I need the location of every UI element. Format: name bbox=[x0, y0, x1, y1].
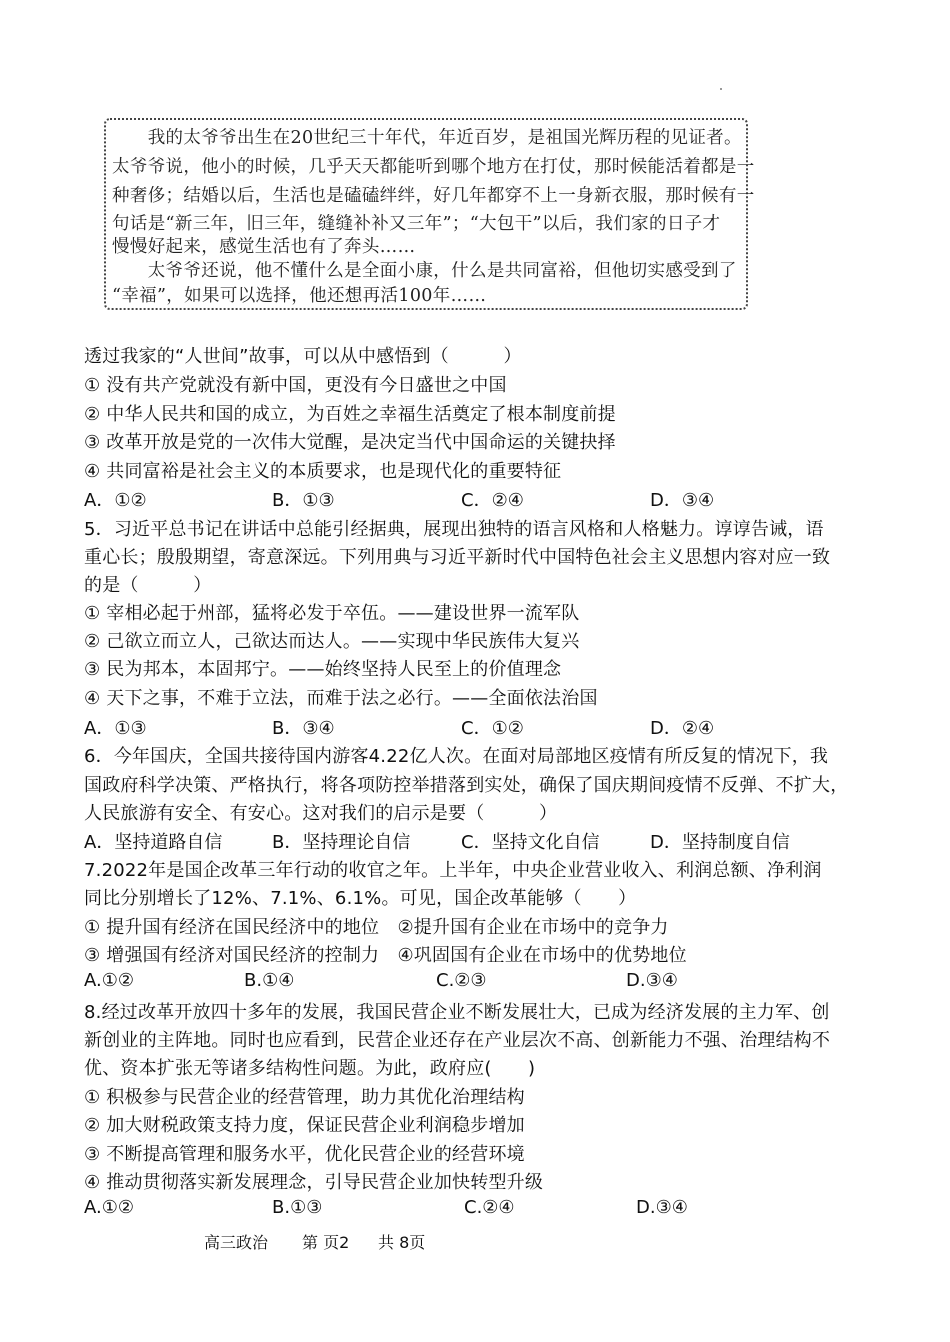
q8-stem-line: 新创业的主阵地。同时也应看到，民营企业还存在产业层次不高、创新能力不强、治理结构不 bbox=[84, 1030, 831, 1051]
q4-item-4: ④ 共同富裕是社会主义的本质要求，也是现代化的重要特征 bbox=[84, 461, 562, 482]
q5-item-1: ① 宰相必起于州部，猛将必发于卒伍。——建设世界一流军队 bbox=[84, 603, 580, 624]
q6-option-d: D．坚持制度自信 bbox=[650, 832, 790, 853]
q8-item-1: ① 积极参与民营企业的经营管理，助力其优化治理结构 bbox=[84, 1087, 525, 1108]
q7-option-d: D.③④ bbox=[626, 970, 678, 991]
story-line: 我的太爷爷出生在20世纪三十年代，年近百岁，是祖国光辉历程的见证者。 bbox=[112, 128, 742, 148]
q4-option-a: A．①② bbox=[84, 490, 147, 511]
q8-option-d: D.③④ bbox=[636, 1197, 688, 1218]
q7-option-c: C.②③ bbox=[436, 970, 487, 991]
story-line: 太爷爷说，他小的时候，几乎天天都能听到哪个地方在打仗，那时候能活着都是一 bbox=[112, 157, 755, 177]
q4-item-2: ② 中华人民共和国的成立，为百姓之幸福生活奠定了根本制度前提 bbox=[84, 404, 616, 425]
q7-option-b: B.①④ bbox=[244, 970, 295, 991]
q8-item-4: ④ 推动贯彻落实新发展理念，引导民营企业加快转型升级 bbox=[84, 1172, 544, 1193]
q5-option-a: A．①③ bbox=[84, 718, 147, 739]
q4-item-1: ① 没有共产党就没有新中国，更没有今日盛世之中国 bbox=[84, 375, 507, 396]
q4-option-c: C．②④ bbox=[461, 490, 524, 511]
q4-item-3: ③ 改革开放是党的一次伟大觉醒，是决定当代中国命运的关键抉择 bbox=[84, 432, 616, 453]
q6-option-a: A．坚持道路自信 bbox=[84, 832, 223, 853]
q8-option-a: A.①② bbox=[84, 1197, 134, 1218]
story-line: 种奢侈；结婚以后，生活也是磕磕绊绊，好几年都穿不上一身新衣服，那时候有一 bbox=[112, 186, 755, 206]
q5-stem-line: 5．习近平总书记在讲话中总能引经据典，展现出独特的语言风格和人格魅力。谆谆告诫，语 bbox=[84, 519, 824, 540]
q4-option-d: D．③④ bbox=[650, 490, 715, 511]
q5-item-4: ④ 天下之事，不难于立法，而难于法之必行。——全面依法治国 bbox=[84, 688, 598, 709]
q8-item-2: ② 加大财税政策支持力度，保证民营企业利润稳步增加 bbox=[84, 1115, 525, 1136]
q7-stem-line: 同比分别增长了12%、7.1%、6.1%。可见，国企改革能够（ ） bbox=[84, 888, 637, 909]
story-line: 太爷爷还说，他不懂什么是全面小康，什么是共同富裕，但他切实感受到了 bbox=[112, 261, 737, 281]
q6-stem-line: 人民旅游有安全、有安心。这对我们的启示是要（ ） bbox=[84, 803, 558, 824]
q8-item-3: ③ 不断提高管理和服务水平，优化民营企业的经营环境 bbox=[84, 1144, 525, 1165]
q6-option-c: C．坚持文化自信 bbox=[461, 832, 600, 853]
q7-stem-line: 7.2022年是国企改革三年行动的收官之年。上半年，中央企业营业收入、利润总额、净利润 bbox=[84, 860, 822, 881]
q8-stem-line: 8.经过改革开放四十多年的发展，我国民营企业不断发展壮大，已成为经济发展的主力军、创 bbox=[84, 1002, 830, 1023]
q5-item-2: ② 己欲立而立人，己欲达而达人。——实现中华民族伟大复兴 bbox=[84, 631, 580, 652]
q5-stem-line: 重心长；殷殷期望，寄意深远。下列用典与习近平新时代中国特色社会主义思想内容对应一致 bbox=[84, 547, 831, 568]
story-line: “幸福”，如果可以选择，他还想再活100年…… bbox=[112, 286, 487, 306]
q8-stem-line: 优、资本扩张无等诸多结构性问题。为此，政府应( ) bbox=[84, 1058, 536, 1079]
q5-item-3: ③ 民为邦本，本固邦宁。——始终坚持人民至上的价值理念 bbox=[84, 659, 562, 680]
q5-stem-line: 的是（ ） bbox=[84, 575, 212, 596]
q7-items-row-1: ① 提升国有经济在国民经济中的地位 ②提升国有企业在市场中的竞争力 bbox=[84, 917, 669, 938]
story-line: 慢慢好起来，感觉生活也有了奔头…… bbox=[112, 237, 416, 257]
q8-option-c: C.②④ bbox=[464, 1197, 515, 1218]
q6-stem-line: 国政府科学决策、严格执行，将各项防控举措落到实处，确保了国庆期间疫情不反弹、不扩大， bbox=[84, 775, 849, 796]
q5-option-d: D．②④ bbox=[650, 718, 715, 739]
q6-stem-line: 6．今年国庆，全国共接待国内游客4.22亿人次。在面对局部地区疫情有所反复的情况下，我 bbox=[84, 746, 829, 767]
q5-option-c: C．①② bbox=[461, 718, 524, 739]
footer-subject: 高三政治 bbox=[204, 1233, 269, 1252]
footer-total: 共 8页 bbox=[378, 1233, 426, 1252]
scan-mark bbox=[720, 88, 722, 90]
q8-option-b: B.①③ bbox=[272, 1197, 323, 1218]
q5-option-b: B．③④ bbox=[272, 718, 335, 739]
q6-option-b: B．坚持理论自信 bbox=[272, 832, 411, 853]
footer-page: 第 页2 bbox=[302, 1233, 350, 1252]
story-line: 句话是“新三年，旧三年，缝缝补补又三年”；“大包干”以后，我们家的日子才 bbox=[112, 214, 721, 234]
q7-option-a: A.①② bbox=[84, 970, 134, 991]
q7-items-row-2: ③ 增强国有经济对国民经济的控制力 ④巩固国有企业在市场中的优势地位 bbox=[84, 945, 687, 966]
q4-option-b: B．①③ bbox=[272, 490, 335, 511]
q4-stem: 透过我家的“人世间”故事，可以从中感悟到（ ） bbox=[84, 346, 522, 367]
